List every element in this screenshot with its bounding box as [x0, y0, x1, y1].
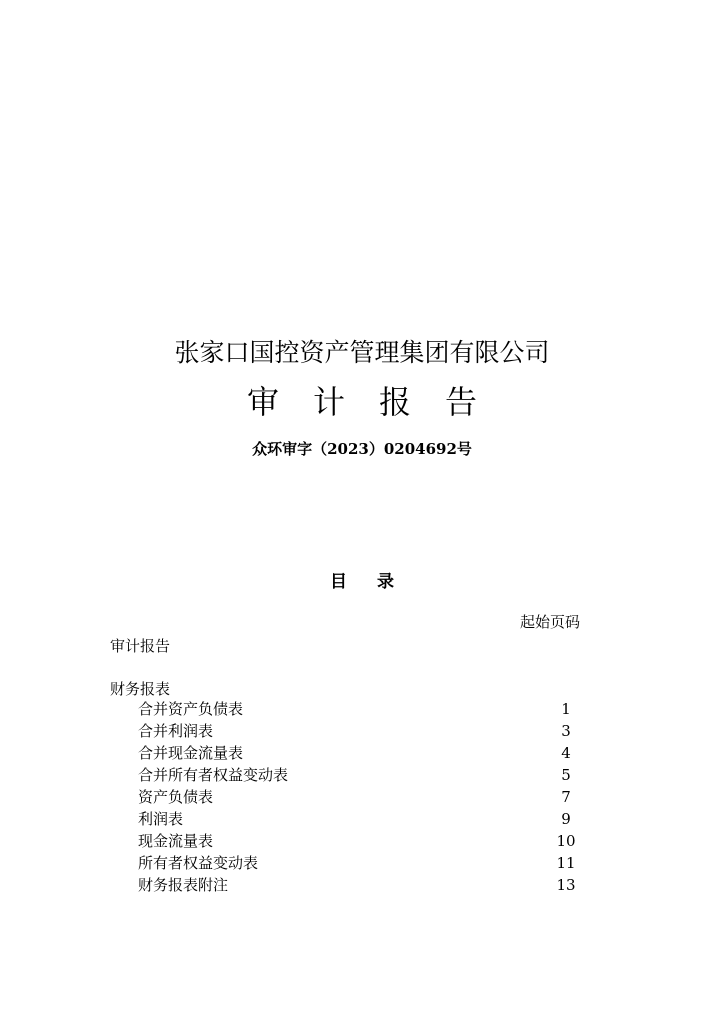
toc-heading-audit-report: 审计报告: [110, 637, 171, 655]
toc-item: [138, 852, 598, 874]
toc-item: [138, 786, 598, 808]
company-name: 张家口国控资产管理集团有限公司: [174, 338, 550, 367]
toc-item-page: 4: [561, 744, 571, 762]
toc-item-page: 10: [556, 832, 576, 850]
toc-item: [138, 874, 598, 896]
toc-item-label: 合并利润表: [138, 722, 214, 740]
toc-heading-financial-statements: 财务报表: [110, 680, 171, 698]
toc-item-label: 利润表: [138, 810, 184, 828]
toc-item-page: 3: [561, 722, 571, 740]
toc-item-label: 合并现金流量表: [138, 744, 244, 762]
toc-item: [138, 830, 598, 852]
page-column-header: 起始页码: [520, 613, 581, 631]
toc-item-page: 5: [561, 766, 571, 784]
toc-item-page: 11: [556, 854, 576, 872]
toc-title: 目录: [330, 572, 424, 592]
toc-item-page: 13: [556, 876, 576, 894]
report-title: 审计报告: [246, 383, 511, 421]
toc-item-label: 现金流量表: [138, 832, 214, 850]
toc-item-label: 所有者权益变动表: [138, 854, 259, 872]
toc-item-label: 合并资产负债表: [138, 700, 244, 718]
toc-item-page: 1: [561, 700, 571, 718]
toc-item-page: 7: [561, 788, 571, 806]
toc-item: [138, 764, 598, 786]
toc-item: [138, 742, 598, 764]
report-number: 众环审字（2023）0204692号: [252, 440, 472, 458]
toc-item: [138, 808, 598, 830]
toc-list: [138, 698, 598, 896]
toc-item: [138, 698, 598, 720]
toc-item: [138, 720, 598, 742]
toc-item-label: 资产负债表: [138, 788, 214, 806]
toc-item-label: 合并所有者权益变动表: [138, 766, 289, 784]
toc-item-label: 财务报表附注: [138, 876, 229, 894]
toc-item-page: 9: [561, 810, 571, 828]
